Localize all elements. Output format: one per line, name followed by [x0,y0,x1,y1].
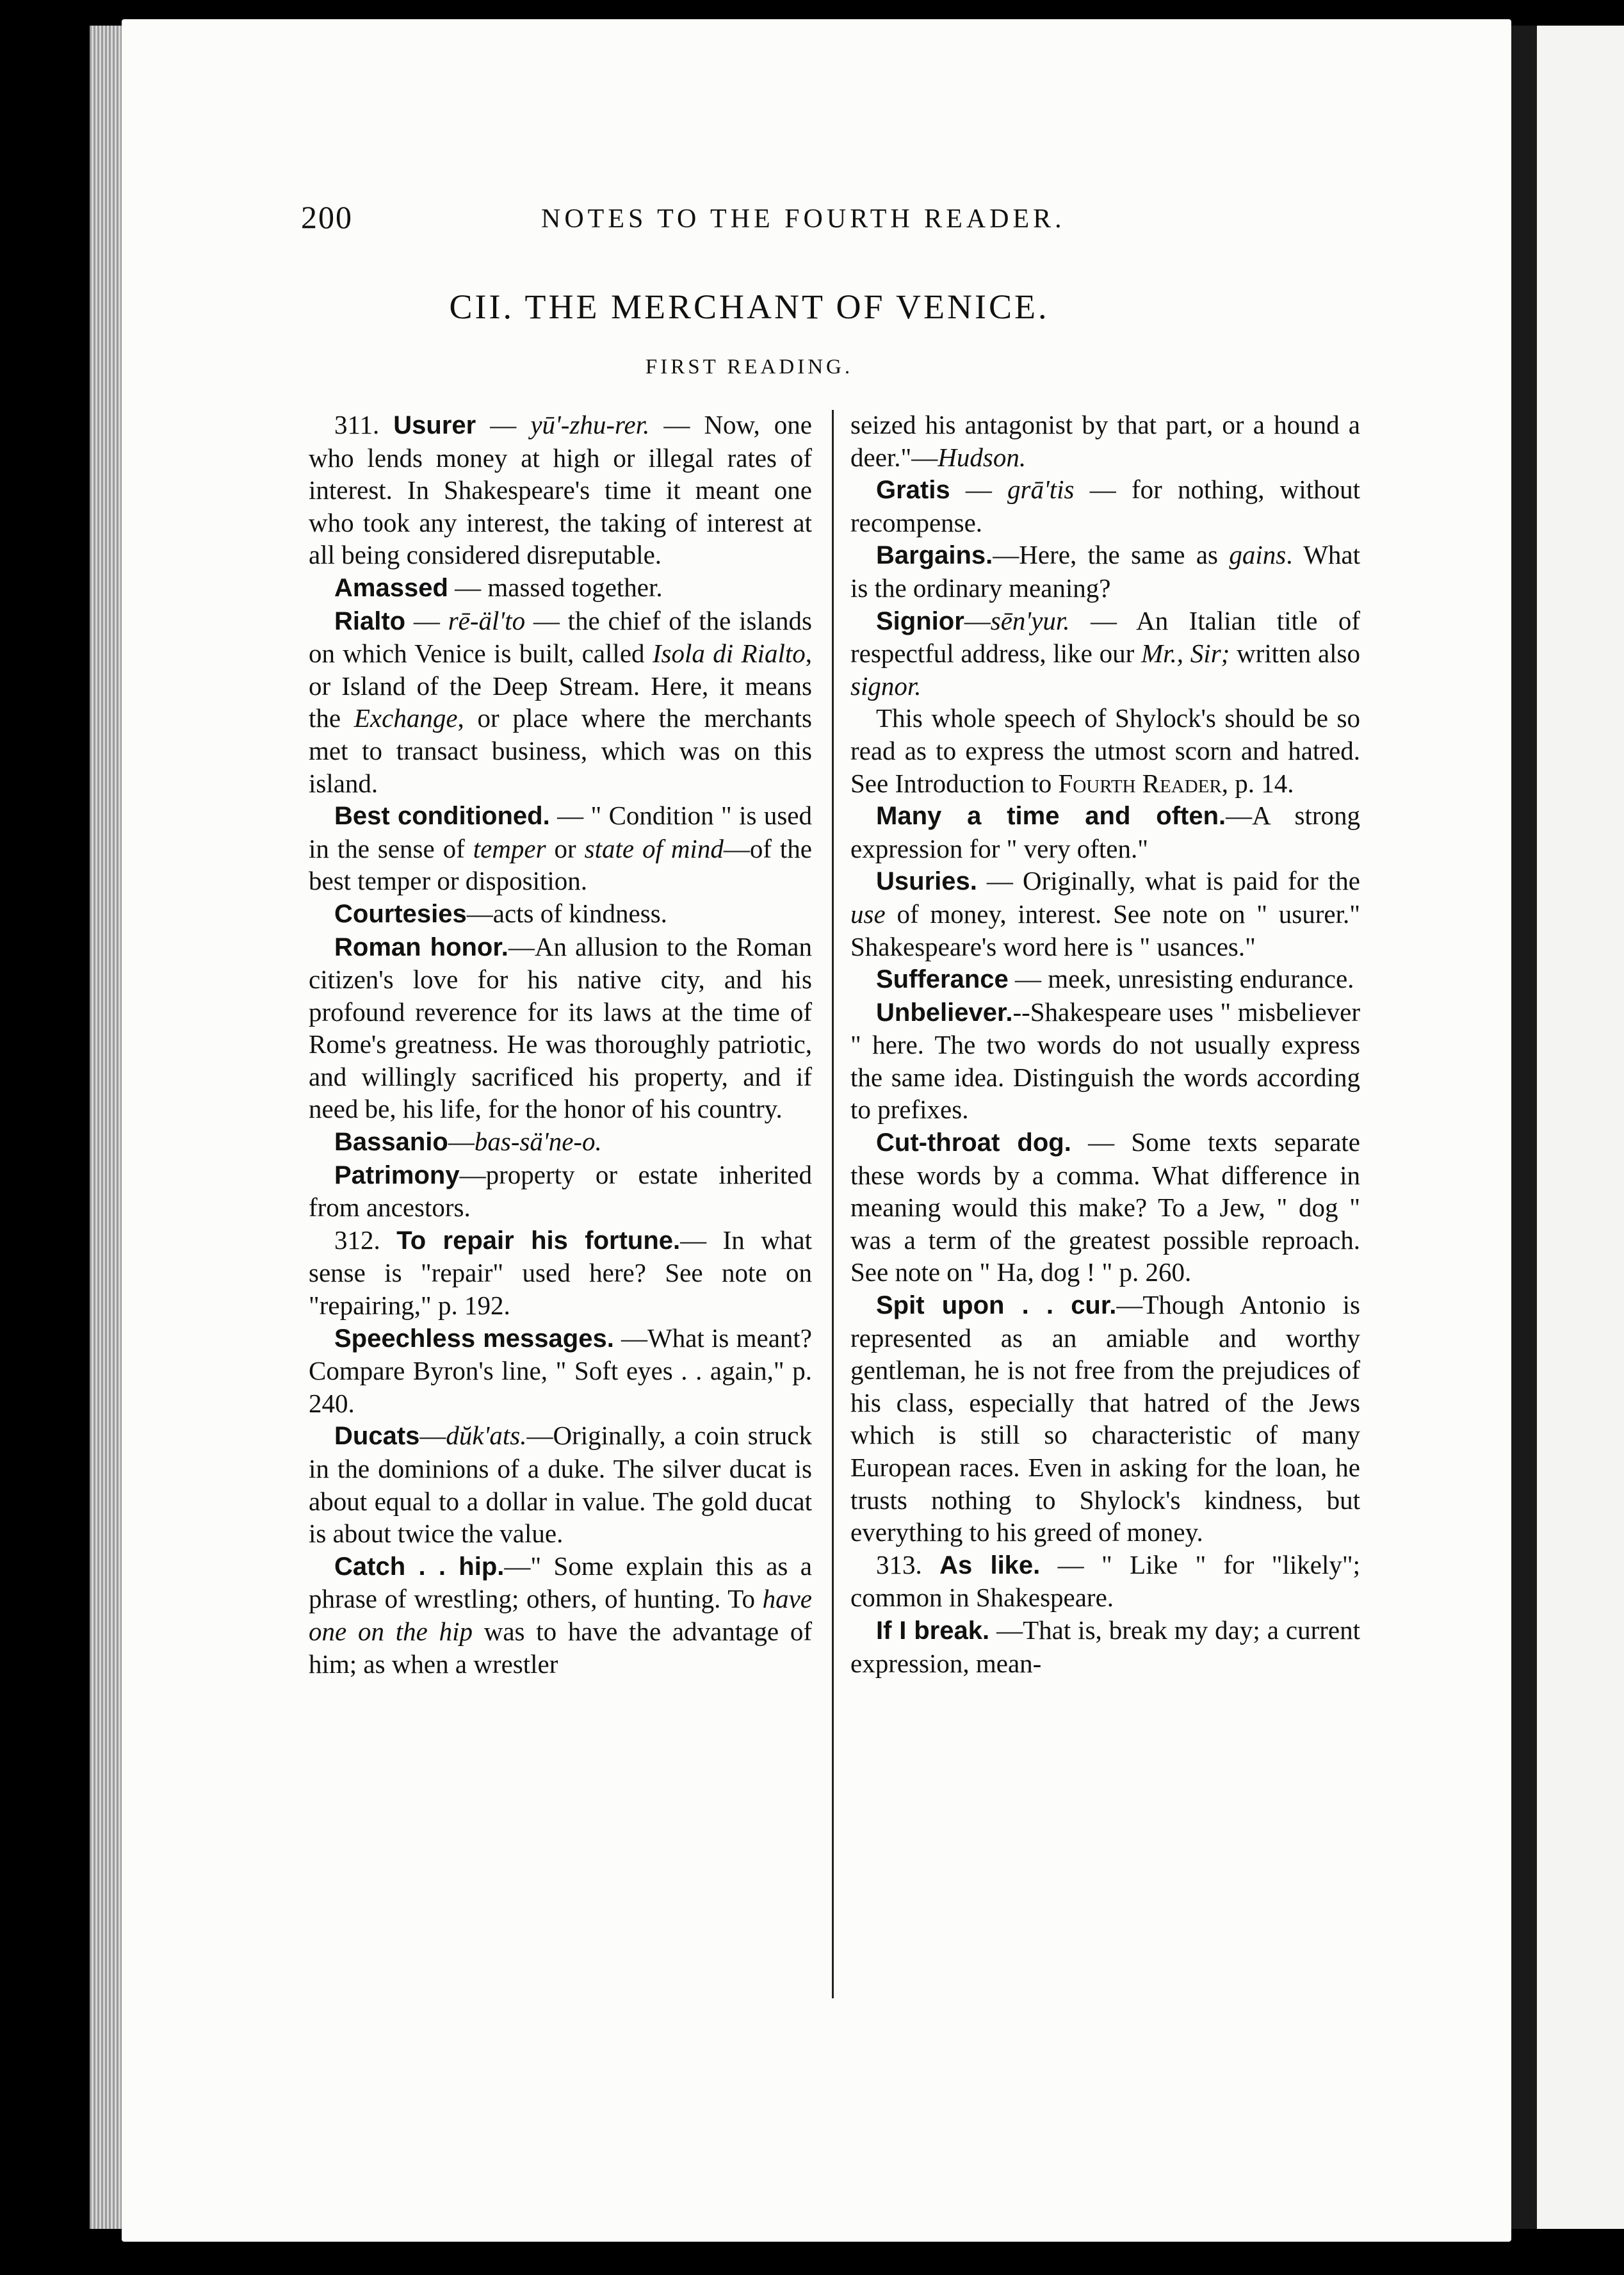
note-pronunciation: rē-äl'to [448,605,526,635]
note-text: seized his antagonist by that part, or a hound a deer."— [850,410,1360,472]
note-separator: — [950,475,1008,505]
note-term: Courtesies [334,899,467,928]
note-entry [309,605,812,800]
note-entry [850,1289,1360,1549]
note-separator: — [448,1127,475,1157]
note-separator: — [964,605,991,635]
note-term: Usurer [393,411,476,439]
note-entry [850,1549,1360,1614]
note-text: — for nothing, without recompense. [850,475,1361,537]
note-entry [309,571,812,605]
note-text: —That is, break my day; a current expression, mean- [850,1615,1360,1678]
note-text: of money, interest. See note on " usurer." Shakespeare's word here is " usances." [850,899,1360,961]
note-term: Unbeliever. [876,998,1013,1027]
note-separator: — [405,605,448,635]
book-gutter-shadow [1511,26,1537,2229]
note-italic: gains [1229,540,1287,570]
note-entry [309,1224,812,1322]
note-term: Best conditioned. [334,802,550,831]
note-text: written also [1230,639,1360,669]
chapter-title: CII. THE MERCHANT OF VENICE. [449,288,1050,326]
note-term: Spit upon . . cur. [876,1291,1117,1320]
note-entry [850,473,1360,539]
note-text: — An Italian title of respectful address, like our [850,605,1360,669]
note-text: , or place where the merchants met to transact business, which was on this island. [309,703,813,798]
note-entry [850,539,1360,604]
note-text: —" Some explain this as a phrase of wrestling; others, of hunting. To [309,1551,812,1614]
note-entry [850,963,1360,996]
note-text: — meek, unresisting endurance. [1008,964,1354,994]
note-text: — In what sense is "repair" used here? See note on "repairing," p. 192. [309,1225,812,1321]
note-number: 312. [334,1225,397,1255]
note-italic: state of mind [584,833,724,863]
note-entry [850,865,1360,963]
note-text: — Now, one who lends money at high or illegal rates of interest. In Shakespeare's time it meant one who took any interest, the taking of interest at all being considered disreputable. [309,410,812,570]
note-text: — " Like " for "likely"; common in Shakespeare. [850,1549,1361,1613]
section-subtitle: FIRST READING. [645,355,854,379]
note-term: Signior [876,607,964,635]
note-italic: Isola di Rialto [652,639,806,669]
note-term: Catch . . hip. [334,1552,505,1581]
note-separator: — [419,1421,446,1451]
note-term: Roman honor. [334,933,508,961]
note-text: —What is meant? Compare Byron's line, " Soft eyes . . again," p. 240. [309,1323,812,1418]
note-entry [309,1419,812,1549]
note-text: —Here, the same as [993,540,1230,570]
notes-column-left [309,409,812,1680]
note-italic: signor. [850,671,922,701]
note-term: Amassed [334,573,448,602]
note-term: Usuries. [876,867,977,896]
note-entry [309,931,812,1126]
note-text: —Though Antonio is represented as an amiable and worthy gentleman, he is not free from the prejudices of his class, especially that hatred of the Jews which is still so characteristic of many European races. Even in asking for the loan, he trusts nothing to Shylock's kindness, but everything to his greed of money. [850,1290,1360,1547]
note-term: Sufferance [876,965,1009,994]
notes-column-right [850,409,1360,1679]
note-entry [850,1126,1360,1289]
note-entry [309,799,812,897]
page-header [301,199,1133,243]
note-term: Gratis [876,476,950,505]
note-entry [309,1159,812,1224]
note-text: —An allusion to the Roman citizen's love for his native city, and his profound reverence for its laws at the time of Rome's greatness. He was thoroughly patriotic, and willingly sacrificed his property, and if need be, his life, for the honor of his country. [309,931,812,1124]
facing-page [1537,26,1624,2229]
note-term: Ducats [334,1422,420,1451]
note-small-caps: Fourth Reader [1058,768,1222,798]
note-term: As like. [939,1551,1041,1579]
note-separator: — [476,410,531,439]
note-entry [309,1550,812,1680]
note-text: —Originally, a coin struck in the dominions of a duke. The silver ducat is about equal to a dollar in value. The gold ducat is about twice the value. [309,1421,812,1549]
note-term: Many a time and often. [876,802,1226,831]
note-entry [309,1322,812,1420]
note-text: --Shakespeare uses " misbeliever " here. The two words do not usually express the same idea. Distinguish the words according to prefixes. [850,997,1360,1125]
note-text: — Originally, what is paid for the [977,866,1360,896]
note-entry [309,1125,812,1159]
note-italic: Mr., Sir; [1141,639,1230,669]
note-pronunciation: grā'tis [1007,475,1075,505]
note-term: Bargains. [876,541,993,570]
note-text: — the chief of the islands on which Venice is built, called [309,605,812,669]
note-text: or [546,833,585,863]
note-text: This whole speech of Shylock's should be so read as to express the utmost scorn and hatred. See Introduction to [850,703,1360,798]
note-entry [850,605,1360,703]
note-text: — " Condition " is used in the sense of [309,801,812,863]
note-text: — Some texts separate these words by a comma. What difference in meaning would this make? To a Jew, " dog " was a term of the greatest possible reproach. See note on " Ha, dog ! " p. 260. [850,1127,1360,1287]
note-pronunciation: dŭk'ats. [446,1421,527,1451]
note-pronunciation: sēn'yur. [990,605,1070,635]
note-entry [309,409,812,571]
note-text: —property or estate inherited from ancestors. [309,1159,812,1223]
note-entry [309,897,812,931]
note-pronunciation: bas-sä'ne-o. [474,1127,602,1157]
note-number: 313. [876,1549,940,1579]
note-italic: Hudson. [938,442,1027,472]
note-text: . What is the ordinary meaning? [850,540,1360,603]
note-text: , or Island of the Deep Stream. Here, it means the [309,639,812,733]
note-pronunciation: yū'-zhu-rer. [530,410,650,439]
note-text: —A strong expression for " very often." [850,801,1360,863]
note-text: , p. 14. [1221,768,1294,798]
note-entry [850,799,1360,865]
note-italic: use [850,899,886,929]
running-head: NOTES TO THE FOURTH READER. [541,204,1066,234]
note-italic: have one on the hip [309,1584,812,1646]
note-italic: temper [473,833,546,863]
note-italic: Exchange [353,703,458,733]
note-entry [850,1614,1360,1679]
note-term: Rialto [334,607,406,635]
column-divider [832,410,834,1998]
note-term: Speechless messages. [334,1324,614,1353]
note-term: If I break. [876,1616,990,1645]
page-number: 200 [301,199,353,235]
note-term: Patrimony [334,1161,460,1189]
note-entry [850,409,1360,473]
note-text: —of the best temper or disposition. [309,833,813,896]
note-text: was to have the advantage of him; as when a wrestler [309,1616,812,1679]
note-text: — massed together. [448,572,663,602]
note-number: 311. [334,410,394,439]
note-term: To repair his fortune. [396,1226,681,1255]
note-term: Bassanio [334,1128,448,1157]
note-entry [850,702,1360,799]
note-term: Cut-throat dog. [876,1129,1071,1157]
note-text: —acts of kindness. [466,898,667,928]
note-entry [850,996,1360,1126]
